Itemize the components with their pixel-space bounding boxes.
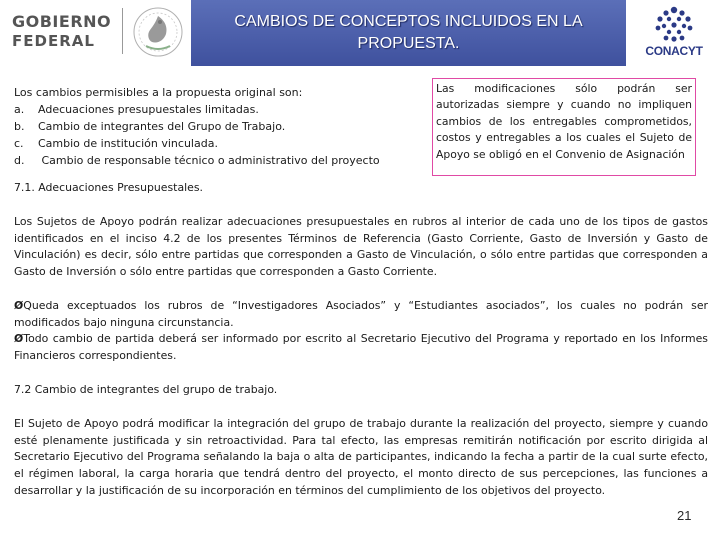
conacyt-wordmark: CONACYT [645,44,703,58]
list-item-text: Adecuaciones presupuestales limitadas. [38,103,259,116]
section-7-1-bullets [14,298,708,365]
section-7-2-paragraph [14,416,708,500]
bullet-text: Queda exceptuados los rubros de “Investigadores Asociados” y “Estudiantes asociados”, los cuales no podrán ser modificados bajo ninguna circunstancia. [14,299,708,329]
list-marker: a. [14,103,25,116]
section-7-1-paragraph [14,214,708,281]
list-item-text: Cambio de institución vinculada. [38,137,218,150]
conacyt-emblem-icon [636,4,712,44]
section-7-2-text: El Sujeto de Apoyo podrá modificar la integración del grupo de trabajo durante la realización del proyecto, siempre y cuando esté plenamente justificada y sin retroactividad. Para tal efecto, las empresas remitirán notificación por escrito dirigida al Secretario Ejecutivo del Programa señalando la baja o alta de participantes, indicando la fecha a partir de la cual surte efecto, el régimen laboral, la carga horaria que tendrá dentro del proyecto, el monto directo de sus percepciones, las funciones a desarrollar y la justificación de su incorporación en términos del cumplimiento de los objetivos del proyecto. [14,417,708,497]
section-heading-7-2: 7.2 Cambio de integrantes del grupo de trabajo. [14,383,278,396]
arrow-bullet-icon: Ø [14,332,24,346]
section-heading-7-1: 7.1. Adecuaciones Presupuestales. [14,181,203,194]
list-item [14,101,414,118]
arrow-bullet-icon: Ø [14,299,24,312]
authorization-note-box [432,78,696,176]
gov-logo-line1: GOBIERNO [12,12,112,31]
logo-divider [122,8,123,54]
conacyt-logo [636,4,712,62]
list-item [14,152,414,169]
intro-lead: Los cambios permisibles a la propuesta original son: [14,86,303,99]
list-item-text: Cambio de responsable técnico o administrativo del proyecto [38,154,380,167]
slide-title: CAMBIOS DE CONCEPTOS INCLUIDOS EN LA PROPUESTA. [234,13,583,52]
list-marker: b. [14,120,25,133]
list-item [14,135,414,152]
permissible-changes-list [14,84,414,169]
bullet-text: Todo cambio de partida deberá ser informado por escrito al Secretario Ejecutivo del Programa y reportado en los Informes Financieros correspondientes. [14,332,708,363]
title-band [191,0,626,66]
gov-logo-line2: FEDERAL [12,32,95,50]
gobierno-federal-logo [8,10,118,50]
bullet-item [14,331,708,364]
page-number: 21 [677,508,692,523]
list-item [14,118,414,135]
bullet-item [14,298,708,331]
list-marker: c. [14,137,24,150]
section-7-1-text: Los Sujetos de Apoyo podrán realizar adecuaciones presupuestales en rubros al interior de cada uno de los tipos de gastos identificados en el inciso 4.2 de los presentes Términos de Referencia (Gasto Corriente, Gasto de Inversión y Gasto de Vinculación) es decir, sólo entre partidas que corresponden a Gasto de Vinculación, o sólo entre partidas que corresponden a Gasto de Inversión o sólo entre partidas que corresponden a Gasto Corriente. [14,215,708,279]
eagle-seal-icon [130,4,186,60]
slide-header [0,0,720,66]
list-item-text: Cambio de integrantes del Grupo de Trabajo. [38,120,286,133]
list-marker: d. [14,154,25,167]
authorization-note-text: Las modificaciones sólo podrán ser autorizadas siempre y cuando no impliquen cambios de los entregables comprometidos, costos y entregables a los cuales el Sujeto de Apoyo se obligó en el Convenio de Asignación [436,82,692,161]
